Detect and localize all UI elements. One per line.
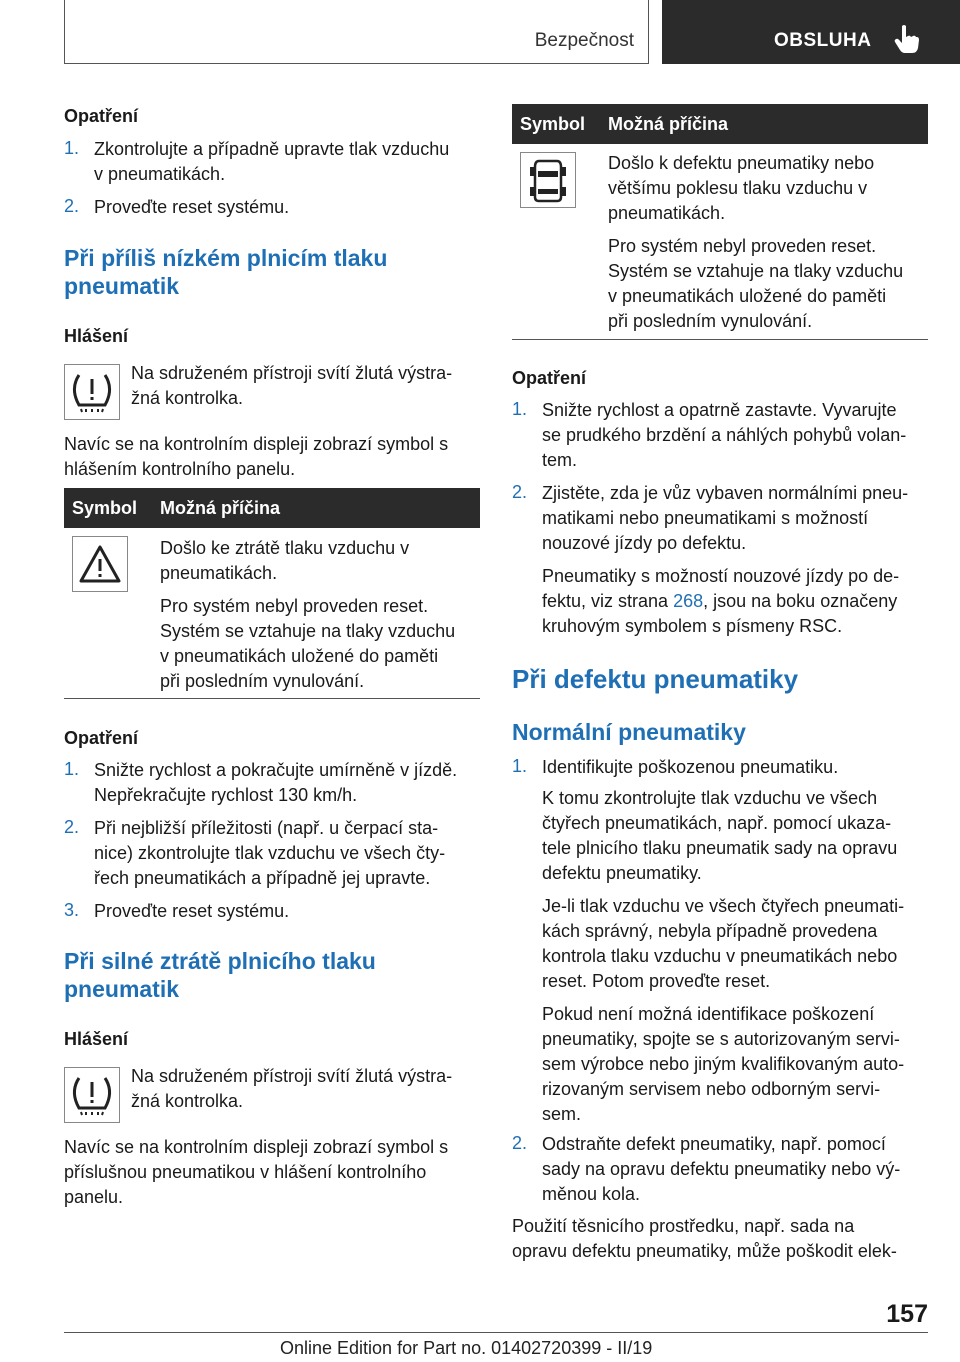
list-item: Zjistěte, zda je vůz vybaven normálními pneu- matikami nebo pneumatikami s možností nouzové jízdy po defektu. Pneumatiky s možností nouzové jízdy po de- fektu, viz strana 268, jsou na boku označeny kruhovým symbolem s písmeny RSC. <box>542 483 909 636</box>
hand-pointer-icon <box>894 24 920 54</box>
list-number: 2. <box>64 196 80 216</box>
measures-heading: Opatření <box>64 106 139 126</box>
list-item: Odstraňte defekt pneumatiky, např. pomocí sady na opravu defektu pneumatiky nebo vý- měnou kola. <box>542 1134 901 1204</box>
warning-triangle-icon <box>72 536 128 592</box>
list-number: 1. <box>512 399 528 419</box>
message-after-text: Navíc se na kontrolním displeji zobrazí symbol s příslušnou pneumatikou v hlášení kontrolního panelu. <box>64 1137 449 1207</box>
list-item: Proveďte reset systému. <box>94 197 290 217</box>
section-heading-low-pressure: Při příliš nízkém plnicím tlaku pneumatik <box>64 245 388 299</box>
tire-pressure-warning-icon <box>64 364 120 420</box>
paragraph: Použití těsnicího prostředku, např. sada na opravu defektu pneumatiky, může poškodit elek- <box>512 1216 897 1261</box>
list-item: Snižte rychlost a opatrně zastavte. Vyvarujte se prudkého brzdění a náhlých pohybů volan- tem. <box>542 400 907 470</box>
table-row-cause: Došlo ke ztrátě tlaku vzduchu v pneumatikách. Pro systém nebyl proveden reset. Systém se vztahuje na tlaky vzduchu v pneumatikách uložené do paměti při posledním vynulování. <box>160 538 456 691</box>
message-text: Na sdruženém přístroji svítí žlutá výstra- žná kontrolka. <box>131 1066 453 1111</box>
header-section-box <box>64 0 649 64</box>
table-header <box>512 104 928 144</box>
column-symbol: Symbol <box>72 498 138 518</box>
table-header <box>64 488 480 528</box>
list-number: 2. <box>512 1133 528 1153</box>
footer-rule <box>64 1332 928 1333</box>
section-title: Bezpečnost <box>534 30 634 51</box>
list-number: 2. <box>512 482 528 502</box>
message-after-text: Navíc se na kontrolním displeji zobrazí symbol s hlášením kontrolního panelu. <box>64 434 449 479</box>
header-chapter-box <box>662 0 960 64</box>
edition-text: Online Edition for Part no. 01402720399 - II/19 <box>280 1338 653 1358</box>
list-item: Při nejbližší příležitosti (např. u čerpací sta- nice) zkontrolujte tlak vzduchu ve všech čty- řech pneumatikách a případně jej upravte. <box>94 818 446 888</box>
page-reference-link[interactable]: 268 <box>673 591 704 611</box>
table-row-cause: Došlo k defektu pneumatiky nebo většímu poklesu tlaku vzduchu v pneumatikách. Pro systém nebyl proveden reset. Systém se vztahuje na tlaky vzduchu v pneumatikách uložené do paměti při posledním vynulování. <box>608 153 904 331</box>
message-heading: Hlášení <box>64 326 129 346</box>
list-item: Identifikujte poškozenou pneumatiku. K tomu zkontrolujte tlak vzduchu ve všech čtyřech pneumatikách, např. pomocí ukaza- tele plnicího tlaku pneumatik sady na opravu defektu pneumatiky. Je-li tlak vzduchu ve všech čtyřech pneumati- kách správný, nebyla případně provedena kontrola tlaku vzduchu v pneumatikách nebo reset. Potom proveďte reset. Pokud není možná identifikace poškození pneumatiky, spojte se s autorizovaným servi- sem výrobce nebo jiným kvalifikovaným auto- rizovaným servisem nebo odborným servi- sem. <box>542 757 905 1124</box>
list-number: 1. <box>64 138 80 158</box>
table-bottom-rule <box>512 339 928 340</box>
message-text: Na sdruženém přístroji svítí žlutá výstra- žná kontrolka. <box>131 363 453 408</box>
list-number: 1. <box>512 756 528 776</box>
section-heading-strong-loss: Při silné ztrátě plnicího tlaku pneumatik <box>64 948 376 1002</box>
list-item: Proveďte reset systému. <box>94 901 290 921</box>
chapter-title: OBSLUHA <box>774 30 872 51</box>
list-number: 1. <box>64 759 80 779</box>
table-bottom-rule <box>64 698 480 699</box>
subsection-heading-normal-tires: Normální pneumatiky <box>512 719 746 745</box>
column-symbol: Symbol <box>520 114 586 134</box>
car-tires-icon <box>520 152 576 208</box>
column-cause: Možná příčina <box>608 114 729 134</box>
list-number: 2. <box>64 817 80 837</box>
page-number: 157 <box>886 1300 928 1328</box>
column-cause: Možná příčina <box>160 498 281 518</box>
message-heading: Hlášení <box>64 1029 129 1049</box>
section-heading-tire-defect: Při defektu pneumatiky <box>512 664 799 694</box>
tire-pressure-warning-icon <box>64 1067 120 1123</box>
measures-heading: Opatření <box>512 368 587 388</box>
measures-heading: Opatření <box>64 728 139 748</box>
list-item: Zkontrolujte a případně upravte tlak vzduchu v pneumatikách. <box>94 139 450 184</box>
list-number: 3. <box>64 900 80 920</box>
list-item: Snižte rychlost a pokračujte umírněně v jízdě. Nepřekračujte rychlost 130 km/h. <box>94 760 458 805</box>
